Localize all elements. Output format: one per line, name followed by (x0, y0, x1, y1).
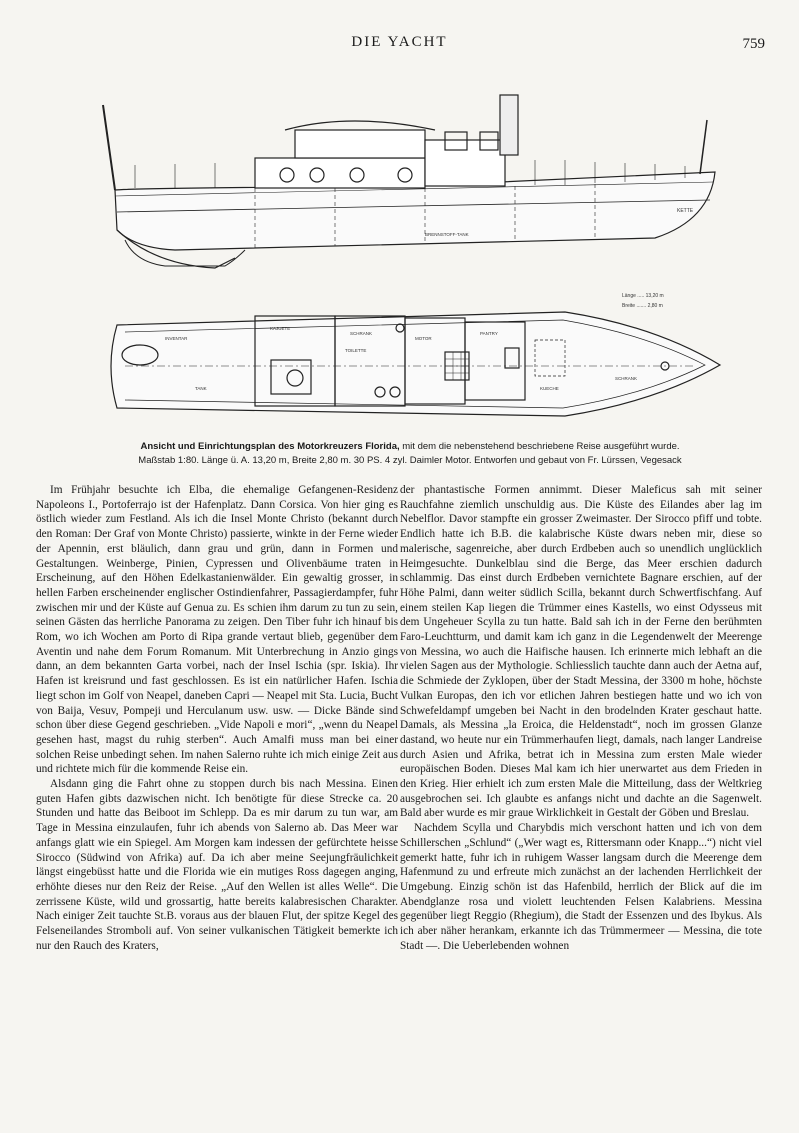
plan-label: SCHRANK (350, 331, 373, 336)
yacht-plans-figure (95, 90, 735, 435)
deck-plan-drawing (111, 312, 720, 416)
profile-sublabel: BRENNSTOFF-TANK (425, 232, 469, 237)
plan-label: TANK (195, 386, 207, 391)
plan-label: TOILETTE (345, 348, 367, 353)
profile-label: KETTE (677, 208, 694, 214)
plan-label: INVENTAR (165, 336, 188, 341)
figure-caption (60, 440, 760, 468)
caption-line-2: Maßstab 1:80. Länge ü. A. 13,20 m, Breite 2,80 m. 30 PS. 4 zyl. Daimler Motor. Entworfen und gebaut von Fr. Lürssen, Vegesack (138, 454, 682, 466)
scale-note-width: Breite ....... 2,80 m (622, 303, 663, 309)
text-column-left (36, 483, 398, 1111)
page-number: 759 (742, 36, 765, 52)
plan-label: PANTRY (480, 331, 498, 336)
paragraph: Im Frühjahr besuchte ich Elba, die ehemalige Gefangenen-Residenz Napoleons I., Portoferrajo ist der Hafenplatz. Dann Corsica. Von hier ging es östlich wieder zum Festland. Als ich die Insel Monte Christo (bekannt durch den Roman: Der Graf von Monte Christo) passierte, winkte in der Ferne wieder der Apennin, erst bläulich, dann grau und grün, dann in Formen und Gestaltungen. Weinberge, Pinien, Cypressen und Olivenbäume traten in Erscheinung, auf den Höhen Edelkastanienwälder. Ein gewaltig grosser, in hellen Farben erscheinender englischer Ostindienfahrer, Passagierdampfer, fuhr zwischen mir und der Küste auf Genua zu. Es schien ihm darum zu tun zu sein, seinen Gästen das herrliche Panorama zu zeigen. Den Tiber fuhr ich hinauf bis Rom, wo ich Wochen am Porto di Ripa grande vertaut blieb, gegenüber dem Aventin und nahe dem Forum Romanum. Mit Unterbrechung in Anzio gings dann, an dem bekannten Garta vorbei, nach der Insel Ischia (spr. Iskia). Ihr Hafen ist kreisrund und fast geschlossen. Es ist ein natürlicher Hafen. Ischia liegt schon im Golf von Neapel, daneben Capri — Neapel mit Sta. Lucia, Bucht von Baija, Vesuv, Pompeji und Herculanum usw. usw. — Dicke Bände sind schon über diese Gegend geschrieben. „Vide Napoli e mori“, „wenn du Neapel gesehen hast, magst du ruhig sterben“. Auch Amalfi muss man bei einer solchen Reise unbedingt sehen. Im nahen Salerno ruhte ich mich einige Zeit aus und richtete mich für die kommende Reise ein. (36, 484, 398, 776)
side-profile-drawing (103, 95, 715, 268)
caption-title-rest: mit dem die nebenstehend beschriebene Reise ausgeführt wurde. (402, 441, 680, 452)
plan-label: MOTOR (415, 336, 432, 341)
running-head: DIE YACHT (351, 34, 448, 50)
paragraph: Alsdann ging die Fahrt ohne zu stoppen durch bis nach Messina. Einen guten Hafen gibts dazwischen nicht. Ich benötigte für diese Strecke ca. 20 Stunden und hatte das Beiboot im Schlepp. Da es mir darum zu tun war, am Tage in Messina einzulaufen, fuhr ich abends von Salerno ab. Das Meer war anfangs glatt wie ein Spiegel. Am Morgen kam indessen der gefürchtete heisse Sirocco (Südwind von Afrika) auf. Da ich aber meine Seejungfräulichkeit längst eingebüsst hatte und die Florida wie ein mutiges Ross dagegen anging, erhöhte dieses nur den Reiz der Reise. „Auf den Wellen ist alles Welle“. Die zerrissene Küste, wild und grossartig, hatte bereits kalabresischen Charakter. Nach einiger Zeit tauchte St.B. voraus aus der blauen Flut, der spitze Kegel des Felseneilandes Stromboli auf. Von seiner vulkanischen Tätigkeit bemerkte ich nur den Rauch des Kraters, (36, 778, 398, 952)
paragraph: Nachdem Scylla und Charybdis mich verschont hatten und ich von dem Schillerschen „Schlund“ („Wer wagt es, Rittersmann oder Knapp...“) nicht viel gemerkt hatte, fuhr ich in ruhigem Wasser langsam durch die Meerenge dem Hafenmund zu und erfreute mich zunächst an der lachenden Herrlichkeit der Umgebung. Einzig schön ist das Hafenbild, herrlich der Blick auf die im Abendglanze rosa und violett leuchtenden Felsen Kalabriens. Messina gegenüber liegt Reggio (Rhegium), die Stadt der Essenzen und des Ibykus. Als ich aber näher herankam, erkannte ich das Trümmermeer — Messina, die tote Stadt —. Die Ueberlebenden wohnen (400, 822, 762, 952)
plan-label: KAJUETE (270, 326, 291, 331)
scale-note-length: Länge ..... 13,20 m (622, 293, 664, 299)
paragraph: der phantastische Formen annimmt. Dieser Maleficus sah mit seiner Rauchfahne ziemlich unschuldig aus. Die Küste des Eilandes aber lag im Nebelflor. Davor stampfte ein grosser Zweimaster. Der Sirocco pfiff und tobte. Endlich hatte ich B.B. die kalabrische Küste dwars neben mir, diese so malerische, sagenreiche, aber durch Erdbeben auch so unendlich unglücklich Heimgesuchte. Dunkelblau sind die Berge, das Meer erschien dadurch schlammig. Das einst durch Erdbeben vernichtete Bagnare erschien, auf der Höhe Palmi, dann weiter südlich Scilla, bekannt durch Schwertfischfang. Auf einem steilen Kap liegen die Trümmer eines Kastells, wo einst Odysseus mit dem Ungeheuer Scylla zu tun hatte. Bald sah ich in der Ferne den berühmten Faro-Leuchtturm, und damit kam ich ganz in die Legendenwelt der Meerenge von Messina, wo auch die Haifische hausen. Ich erinnerte mich lebhaft an die vielen Sagen aus der Mythologie. Schliesslich tauchte dann auch der Aetna auf, die Schmiede der Zyklopen, über der Stadt Messina, der 3300 m hohe, höchste Vulkan Europas, den ich vor etlichen Jahren bestiegen hatte und wo ich von Schwefeldampf umgeben bei Nacht in den brodelnden Krater geschaut hatte. Damals, als Messina „la Eroica, die Heldenstadt“, noch im grossen Glanze dastand, wo heute nur ein Trümmerhaufen liegt, damals, nach langer Landreise durch Asien und Afrika, betrat ich in Messina zum ersten Male wieder europäischen Boden. Dieses Mal kam ich hier unerwartet aus dem Frieden in den Krieg. Hier erhielt ich zum ersten Male die Mitteilung, dass der Weltkrieg ausgebrochen sei. Ich glaubte es anfangs nicht und dachte an die Sagenwelt. Bald aber wurde es mir graue Wirklichkeit in Gestalt der Göben und Breslau. (400, 484, 762, 820)
caption-title: Ansicht und Einrichtungsplan des Motorkreuzers Florida, (140, 441, 400, 452)
caption-line-1 (60, 440, 760, 454)
plan-label: SCHRANK (615, 376, 638, 381)
text-column-right (400, 483, 762, 1111)
plan-label: KUECHE (540, 386, 559, 391)
